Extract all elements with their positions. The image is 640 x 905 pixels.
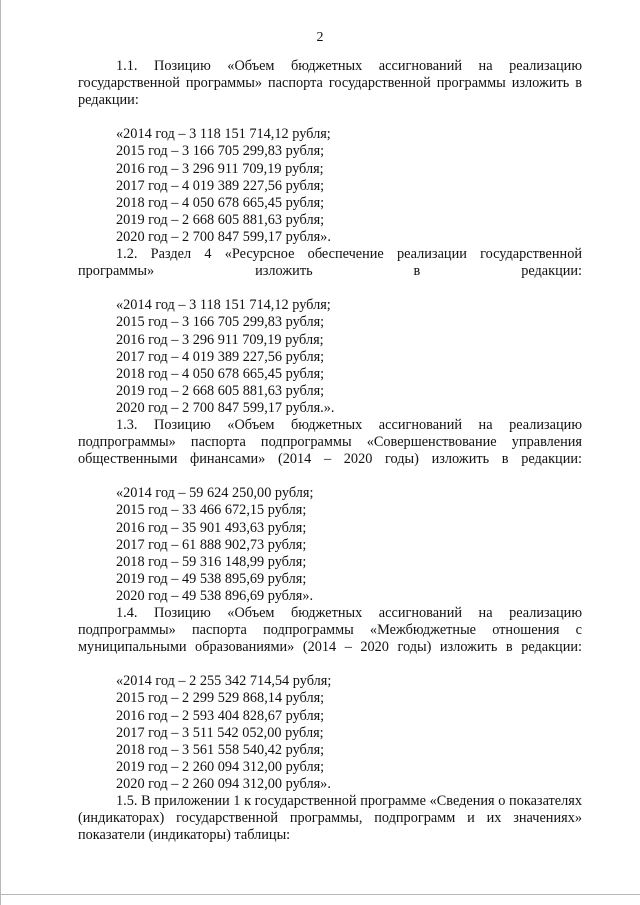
section-paragraph: 1.5. В приложении 1 к государственной программе «Сведения о показателях (индикаторах) государственной программы, подпрограмм и их значениях» показатели (индикаторы) таблицы: bbox=[78, 793, 582, 844]
section-1-2 bbox=[78, 246, 582, 417]
budget-line: 2017 год – 4 019 389 227,56 рубля; bbox=[116, 348, 325, 365]
section-paragraph: 1.3. Позицию «Объем бюджетных ассигнований на реализацию подпрограммы» паспорта подпрограммы «Совершенствование управления общественными финансами» (2014 – 2020 годы) изложить в редакции: bbox=[78, 416, 582, 468]
budget-line: «2014 год – 3 118 151 714,12 рубля; bbox=[116, 297, 331, 314]
budget-line: «2014 год – 59 624 250,00 рубля; bbox=[116, 485, 314, 502]
section-paragraph: 1.2. Раздел 4 «Ресурсное обеспечение реализации государственной программы» изложить в редакции: bbox=[78, 246, 582, 280]
budget-line: 2018 год – 4 050 678 665,45 рубля; bbox=[116, 194, 325, 211]
section-1-1 bbox=[78, 58, 582, 246]
section-paragraph: 1.4. Позицию «Объем бюджетных ассигнований на реализацию подпрограммы» паспорта подпрограммы «Межбюджетные отношения с муниципальными образованиями» (2014 – 2020 годы) изложить в редакции: bbox=[78, 605, 582, 656]
budget-line: 2017 год – 3 511 542 052,00 рубля; bbox=[116, 724, 324, 741]
budget-line: «2014 год – 3 118 151 714,12 рубля; bbox=[116, 126, 331, 143]
budget-line: 2020 год – 49 538 896,69 рубля». bbox=[116, 587, 314, 604]
budget-line: 2020 год – 2 700 847 599,17 рубля.». bbox=[116, 399, 335, 416]
budget-line: 2020 год – 2 700 847 599,17 рубля». bbox=[116, 228, 331, 245]
section-1-5 bbox=[78, 793, 582, 844]
budget-line: 2015 год – 3 166 705 299,83 рубля; bbox=[116, 143, 325, 160]
budget-line: 2016 год – 35 901 493,63 рубля; bbox=[116, 519, 307, 536]
budget-line: 2019 год – 49 538 895,69 рубля; bbox=[116, 570, 307, 587]
budget-list bbox=[78, 485, 582, 605]
budget-line: 2019 год – 2 668 605 881,63 рубля; bbox=[116, 211, 325, 228]
budget-line: 2015 год – 2 299 529 868,14 рубля; bbox=[116, 690, 325, 707]
budget-line: 2016 год – 3 296 911 709,19 рубля; bbox=[116, 331, 324, 348]
budget-line: 2017 год – 4 019 389 227,56 рубля; bbox=[116, 177, 325, 194]
section-paragraph: 1.1. Позицию «Объем бюджетных ассигнований на реализацию государственной программы» паспорта государственной программы изложить в редакции: bbox=[78, 58, 582, 109]
budget-line: 2015 год – 33 466 672,15 рубля; bbox=[116, 502, 307, 519]
budget-line: 2018 год – 3 561 558 540,42 рубля; bbox=[116, 741, 325, 758]
budget-line: 2018 год – 59 316 148,99 рубля; bbox=[116, 553, 307, 570]
budget-line: 2019 год – 2 668 605 881,63 рубля; bbox=[116, 382, 325, 399]
budget-line: 2016 год – 2 593 404 828,67 рубля; bbox=[116, 707, 325, 724]
document-body bbox=[78, 58, 582, 844]
budget-list bbox=[78, 126, 582, 246]
budget-line: 2017 год – 61 888 902,73 рубля; bbox=[116, 536, 307, 553]
budget-line: 2016 год – 3 296 911 709,19 рубля; bbox=[116, 160, 324, 177]
budget-line: 2019 год – 2 260 094 312,00 рубля; bbox=[116, 758, 325, 775]
budget-line: 2018 год – 4 050 678 665,45 рубля; bbox=[116, 365, 325, 382]
scan-edge-mark bbox=[0, 0, 1, 905]
section-1-3 bbox=[78, 417, 582, 605]
page-number: 2 bbox=[316, 30, 324, 45]
section-1-4 bbox=[78, 605, 582, 793]
budget-line: 2015 год – 3 166 705 299,83 рубля; bbox=[116, 314, 325, 331]
budget-list bbox=[78, 673, 582, 793]
budget-list bbox=[78, 297, 582, 417]
scan-edge-mark bbox=[0, 894, 640, 895]
budget-line: «2014 год – 2 255 342 714,54 рубля; bbox=[116, 673, 332, 690]
budget-line: 2020 год – 2 260 094 312,00 рубля». bbox=[116, 775, 331, 792]
